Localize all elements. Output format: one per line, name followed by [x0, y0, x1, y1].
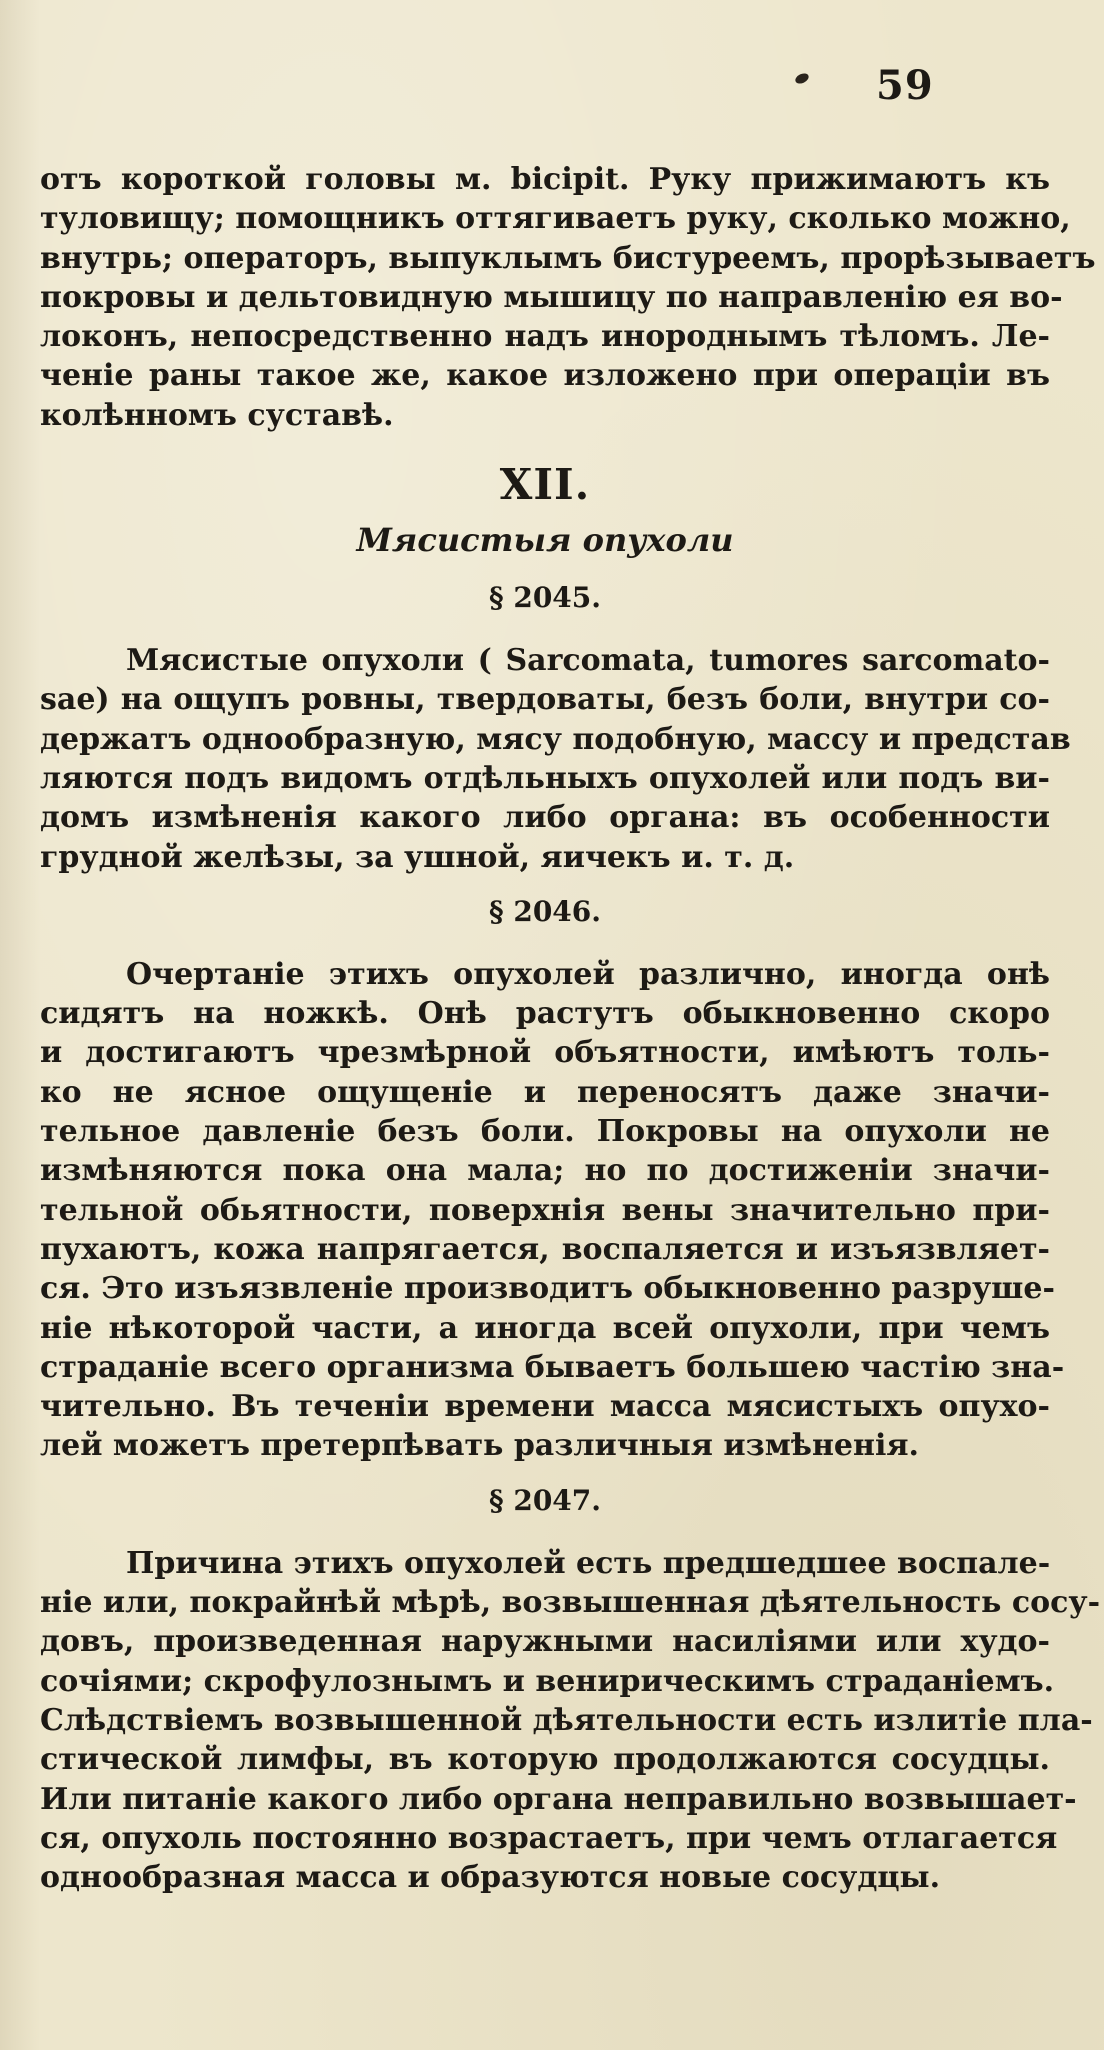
section-heading-2046: § 2046. [488, 894, 602, 928]
ink-spot [794, 71, 810, 85]
text-line: локонъ, непосредственно надъ инороднымъ тѣломъ. Ле- [40, 319, 1050, 355]
text-line: тельной обьятности, поверхнія вены значительно при- [40, 1192, 1050, 1228]
text-line: довъ, произведенная наружными насиліями или худо- [40, 1624, 1050, 1660]
page-content [40, 160, 1101, 1897]
text-line: стической лимфы, въ которую продолжаются сосудцы. [40, 1742, 1050, 1778]
text-line: sae) на ощупъ ровны, твердоваты, безъ боли, внутри со- [40, 682, 1050, 718]
text-line: ся, опухоль постоянно возрастаетъ, при чемъ отлагается [40, 1820, 1058, 1856]
text-line: пухаютъ, кожа напрягается, воспаляется и изъязвляет- [40, 1231, 1050, 1267]
intro-paragraph [40, 160, 1096, 435]
text-line: Или питаніе какого либо органа неправильно возвышает- [40, 1781, 1077, 1817]
text-line: ніе или, покрайнѣй мѣрѣ, возвышенная дѣятельность сосу- [40, 1585, 1101, 1621]
text-line: однообразная масса и образуются новые сосудцы. [40, 1860, 941, 1896]
text-line: сочіями; скрофулознымъ и венирическимъ страданіемъ. [40, 1663, 1055, 1699]
text-line: Очертаніе этихъ опухолей различно, иногда онѣ [126, 956, 1050, 992]
text-line: покровы и дельтовидную мышицу по направленію ея во- [40, 279, 1063, 315]
text-line: ко не ясное ощущеніе и переносятъ даже значи- [40, 1074, 1050, 1110]
text-line: чительно. Въ теченіи времени масса мясистыхъ опухо- [40, 1389, 1050, 1425]
section-heading-2045: § 2045. [488, 581, 602, 615]
text-line: отъ короткой головы м. bicipit. Руку прижимаютъ къ [40, 162, 1050, 197]
text-line: ченіе раны такое же, какое изложено при операціи въ [40, 358, 1050, 394]
text-line: сидятъ на ножкѣ. Онѣ растутъ обыкновенно скоро [40, 996, 1050, 1032]
section-heading-2047: § 2047. [488, 1483, 602, 1517]
text-line: ніе нѣкоторой части, а иногда всей опухоли, при чемъ [40, 1310, 1050, 1346]
text-line: ся. Это изъязвленіе производитъ обыкновенно разруше- [40, 1271, 1055, 1307]
text-line: Причина этихъ опухолей есть предшедшее воспале- [126, 1545, 1051, 1581]
text-line: Мясистые опухоли ( Sarcomata, tumores sarcomato- [126, 643, 1050, 679]
text-line: ляются подъ видомъ отдѣльныхъ опухолей или подъ ви- [40, 760, 1050, 796]
text-line: измѣняются пока она мала; но по достиженіи значи- [40, 1153, 1050, 1189]
text-line: внутрь; операторъ, выпуклымъ бистуреемъ, прорѣзываетъ [40, 240, 1096, 276]
text-line: грудной желѣзы, за ушной, яичекъ и. т. д. [40, 839, 795, 875]
text-line: лей можетъ претерпѣвать различныя измѣненія. [40, 1428, 919, 1464]
text-line: домъ измѣненія какого либо органа: въ особенности [40, 800, 1050, 836]
text-line: страданіе всего организма бываетъ большею частію зна- [40, 1349, 1065, 1385]
section-2046-paragraph [40, 955, 1065, 1466]
section-2045-paragraph [40, 641, 1071, 877]
text-line: тельное давленіе безъ боли. Покровы на опухоли не [40, 1114, 1050, 1150]
text-line: Слѣдствіемъ возвышенной дѣятельности есть излитіе пла- [40, 1702, 1093, 1738]
chapter-number: XII. [499, 460, 591, 510]
text-line: колѣнномъ суставѣ. [40, 397, 394, 433]
text-line: и достигаютъ чрезмѣрной объятности, имѣютъ толь- [40, 1035, 1050, 1071]
section-2047-paragraph [40, 1544, 1101, 1898]
text-line: туловищу; помощникъ оттягиваетъ руку, сколько можно, [40, 201, 1071, 237]
text-line: держатъ однообразную, мясу подобную, массу и представ [40, 721, 1071, 757]
chapter-title: Мясистыя опухоли [356, 521, 734, 560]
page-number: 59 [876, 62, 934, 109]
